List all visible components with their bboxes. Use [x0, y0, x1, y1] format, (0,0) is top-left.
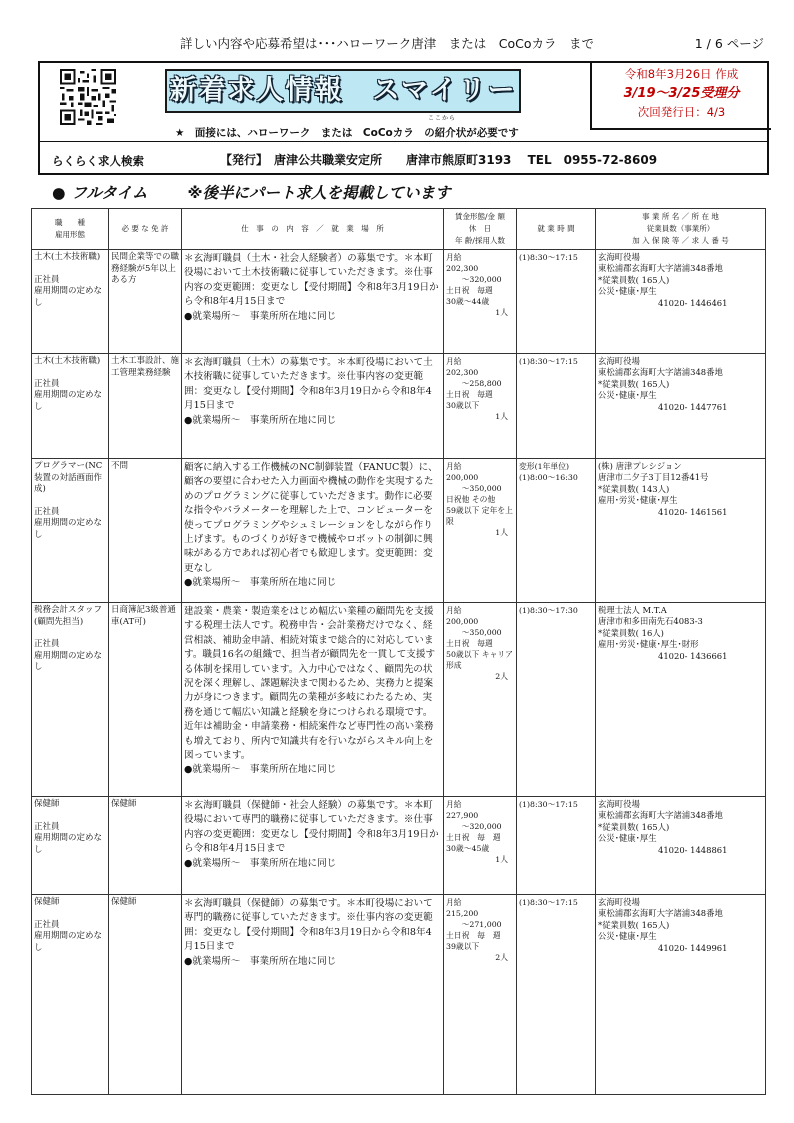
col-header-description: 仕 事 の 内 容 ／ 就 業 場 所	[182, 209, 444, 250]
license-cell	[109, 895, 182, 1095]
description-cell	[182, 459, 444, 603]
working-hours: (1)8:30～17:30	[519, 606, 578, 615]
table-row	[32, 895, 766, 1095]
table-row	[32, 354, 766, 459]
required-license: 日商簿記3級普通車(AT可)	[111, 605, 176, 627]
job-title-cell	[32, 895, 109, 1095]
holidays: 日祝他 その他	[446, 495, 496, 504]
age-requirement: 30歳～44歳	[446, 297, 490, 306]
qr-code[interactable]	[60, 69, 116, 125]
company-name: (株) 唐津プレシジョン	[598, 461, 682, 471]
col-header-hours: 就 業 時 間	[517, 209, 596, 250]
employee-count: *従業員数( 16人)	[598, 627, 664, 638]
rakuraku-job-search-label: らくらく求人検索	[52, 154, 144, 168]
job-description: ＊玄海町職員（土木）の募集です。＊本町役場において土木技術職に従事していただきます。※仕事内容の変更範囲：変更なし【受付期間】令和8年3月19日から令和8年4月15日まで	[184, 357, 433, 412]
work-location: ●就業場所～ 事業所所在地に同じ	[184, 310, 337, 322]
age-requirement: 59歳以下 定年を上限	[446, 506, 513, 526]
job-description: 顧客に納入する工作機械のNC制御装置（FANUC製）に、顧客の要望に合わせた入力画面や機械の動作を実現するためのプログラミングに従事していただきます。動作に必要な指令やパラメーターを理解した上で、コンピューターを使ってプログラミングやシュミレーションをしながら作り上げます。ものづくりが好きで機械やロボットの制御に興味がある方であれば初心者でも歓迎します。変更範囲：変更なし	[184, 462, 438, 574]
company-address: 東松浦郡玄海町大字諸浦348番地	[598, 263, 723, 274]
work-location: ●就業場所～ 事業所所在地に同じ	[184, 764, 337, 776]
employment-type: 正社員 雇用期間の定めなし	[34, 919, 103, 953]
job-number: 41020- 1461561	[658, 506, 728, 517]
job-description: 建設業・農業・製造業をはじめ幅広い業種の顧問先を支援する税理士法人です。税務申告・会計業務だけでなく、経営相談、補助金申請、相続対策まで総合的に対応しています。職員16名の組織で、担当者が顧問先を一貫して支援する体制を採用しています。入力中心ではなく、顧問先の状況を深く理解し、課題解決まで関わるため、実務力と提案力が身につきます。顧問先の業種が多岐にわたるため、実務を通じて幅広い知識と経験を身につけられる環境です。近年は補助金・申請業務・相続案件など専門性の高い業務も増えており、所内で知識共有を行いながらスキル向上を図っています。	[184, 606, 436, 762]
top-line	[0, 34, 794, 52]
job-description: ＊玄海町職員（保健師）の募集です。＊本町役場において専門的職務に従事していただきます。※仕事内容の変更範囲：変更なし【受付期間】令和8年3月19日から令和8年4月15日まで	[184, 898, 433, 953]
holidays: 土日祝 毎 週	[446, 833, 501, 842]
wage-cell	[444, 459, 517, 603]
hire-count: 1人	[495, 308, 508, 317]
section-note: ※後半にパート求人を掲載しています	[187, 184, 451, 202]
description-cell	[182, 797, 444, 895]
section-heading	[52, 181, 451, 203]
job-title: 税務会計スタッフ(顧問先担当)	[34, 605, 103, 627]
header-divider	[40, 141, 767, 142]
license-cell	[109, 250, 182, 354]
work-location: ●就業場所～ 事業所所在地に同じ	[184, 577, 337, 589]
table-row	[32, 459, 766, 603]
job-title-cell	[32, 603, 109, 797]
company-name: 玄海町役場	[598, 252, 640, 262]
wage-cell	[444, 354, 517, 459]
job-title-cell	[32, 250, 109, 354]
title-ruby: ここから	[428, 115, 457, 122]
next-issue-date: 次回発行日：4/3	[637, 105, 726, 119]
job-rows	[32, 250, 766, 1095]
wage-cell	[444, 797, 517, 895]
page-number: 1 / 6 ページ	[694, 36, 764, 51]
required-license: 不問	[111, 461, 129, 471]
working-hours: 変形(1年単位) (1)8:00～16:30	[519, 462, 578, 482]
col-header-license: 必 要 な 免 許	[109, 209, 182, 250]
job-number: 41020- 1447761	[658, 401, 728, 412]
job-title: プログラマー(NC装置の対話画面作成)	[34, 461, 103, 495]
employee-count: *従業員数( 165人)	[598, 821, 670, 832]
wage-range: 200,000 ～350,000	[446, 617, 502, 637]
holidays: 土日祝 毎週	[446, 286, 493, 295]
interview-notice: ★ 面接には、ハローワーク または CoCoカラ の紹介状が必要です	[175, 127, 519, 139]
job-title-cell	[32, 459, 109, 603]
working-hours: (1)8:30～17:15	[519, 357, 578, 366]
wage-cell	[444, 895, 517, 1095]
created-date: 令和8年3月26日 作成	[624, 67, 739, 81]
job-title-cell	[32, 354, 109, 459]
employee-count: *従業員数( 165人)	[598, 919, 670, 930]
license-cell	[109, 459, 182, 603]
job-number: 41020- 1449961	[658, 942, 728, 953]
hire-count: 2人	[495, 953, 508, 962]
description-cell	[182, 603, 444, 797]
wage-range: 227,900 ～320,000	[446, 811, 502, 831]
job-title: 保健師	[34, 897, 60, 907]
wage-type: 月給	[446, 462, 462, 471]
employment-type: 正社員 雇用期間の定めなし	[34, 821, 103, 855]
table-header-row	[32, 209, 766, 250]
hours-cell	[517, 250, 596, 354]
company-cell	[596, 895, 766, 1095]
working-hours: (1)8:30～17:15	[519, 898, 578, 907]
table-row	[32, 797, 766, 895]
required-license: 保健師	[111, 897, 137, 907]
required-license: 民間企業等での職務経験が5年以上ある方	[111, 252, 180, 286]
job-title: 土木(土木技術職)	[34, 356, 101, 366]
contact-guide: 詳しい内容や応募希望は･･･ハローワーク唐津 または CoCoカラ まで	[180, 36, 595, 51]
age-requirement: 30歳～45歳	[446, 844, 490, 853]
insurance: 雇用･労災･健康･厚生	[598, 495, 678, 506]
wage-range: 202,300 ～320,000	[446, 264, 502, 284]
company-cell	[596, 459, 766, 603]
working-hours: (1)8:30～17:15	[519, 253, 578, 262]
employee-count: *従業員数( 165人)	[598, 378, 670, 389]
job-number: 41020- 1446461	[658, 297, 728, 308]
wage-type: 月給	[446, 357, 462, 366]
description-cell	[182, 354, 444, 459]
holidays: 土日祝 毎 週	[446, 931, 501, 940]
required-license: 土木工事設計、施工管理業務経験	[111, 356, 180, 378]
description-cell	[182, 250, 444, 354]
company-name: 玄海町役場	[598, 897, 640, 907]
work-location: ●就業場所～ 事業所所在地に同じ	[184, 857, 337, 869]
working-hours: (1)8:30～17:15	[519, 800, 578, 809]
wage-range: 200,000 ～350,000	[446, 473, 502, 493]
license-cell	[109, 603, 182, 797]
wage-range: 215,200 ～271,000	[446, 909, 502, 929]
col-header-company: 事 業 所 名 ／ 所 在 地 従業員数（事業所） 加 入 保 険 等 ／ 求 人 番 号	[596, 209, 766, 250]
company-address: 唐津市和多田南先石4083-3	[598, 616, 703, 627]
job-number: 41020- 1436661	[658, 650, 728, 661]
license-cell	[109, 354, 182, 459]
company-address: 東松浦郡玄海町大字諸浦348番地	[598, 908, 723, 919]
insurance: 公災･健康･厚生	[598, 390, 657, 401]
col-header-job: 職 種 雇用形態	[32, 209, 109, 250]
wage-cell	[444, 250, 517, 354]
section-label: フルタイム	[71, 184, 148, 202]
wage-type: 月給	[446, 800, 462, 809]
section-bullet: ●	[52, 184, 66, 202]
hours-cell	[517, 797, 596, 895]
job-description: ＊玄海町職員（土木・社会人経験者）の募集です。＊本町役場において土木技術職に従事していただきます。※仕事内容の変更範囲：変更なし【受付期間】令和8年3月19日から令和8年4月15日まで	[184, 253, 439, 308]
job-description: ＊玄海町職員（保健師・社会人経験）の募集です。＊本町役場において専門的職務に従事していただきます。※仕事内容の変更範囲：変更なし【受付期間】令和8年3月19日から令和8年4月15日まで	[184, 800, 439, 855]
hours-cell	[517, 459, 596, 603]
job-title-cell	[32, 797, 109, 895]
holidays: 土日祝 毎週	[446, 639, 493, 648]
employment-type: 正社員 雇用期間の定めなし	[34, 378, 103, 412]
company-address: 唐津市二夕子3丁目12番41号	[598, 472, 709, 483]
col-header-wage: 賃金形態/金 額 休 日 年 齢/採用人数	[444, 209, 517, 250]
wage-cell	[444, 603, 517, 797]
employee-count: *従業員数( 165人)	[598, 274, 670, 285]
hours-cell	[517, 895, 596, 1095]
company-cell	[596, 603, 766, 797]
job-number: 41020- 1448861	[658, 844, 728, 855]
company-name: 税理士法人 M.T.A	[598, 605, 667, 615]
table-row	[32, 603, 766, 797]
work-location: ●就業場所～ 事業所所在地に同じ	[184, 414, 337, 426]
job-title: 保健師	[34, 799, 60, 809]
insurance: 公災･健康･厚生	[598, 833, 657, 844]
company-cell	[596, 354, 766, 459]
insurance: 公災･健康･厚生	[598, 286, 657, 297]
job-title: 土木(土木技術職)	[34, 252, 101, 262]
insurance: 公災･健康･厚生	[598, 931, 657, 942]
description-cell	[182, 895, 444, 1095]
job-table	[31, 208, 766, 1095]
title-banner	[165, 69, 521, 113]
issuer-line: 【発行】 唐津公共職業安定所 唐津市熊原町3193 TEL 0955-72-8609	[220, 153, 658, 167]
hire-count: 1人	[495, 412, 508, 421]
employment-type: 正社員 雇用期間の定めなし	[34, 639, 103, 673]
company-address: 東松浦郡玄海町大字諸浦348番地	[598, 367, 723, 378]
age-requirement: 30歳以下	[446, 401, 480, 410]
hours-cell	[517, 603, 596, 797]
company-address: 東松浦郡玄海町大字諸浦348番地	[598, 810, 723, 821]
employment-type: 正社員 雇用期間の定めなし	[34, 506, 103, 540]
wage-type: 月給	[446, 606, 462, 615]
company-name: 玄海町役場	[598, 799, 640, 809]
page-title: 新着求人情報 スマイリー	[169, 75, 517, 106]
company-cell	[596, 797, 766, 895]
hours-cell	[517, 354, 596, 459]
company-cell	[596, 250, 766, 354]
hire-count: 1人	[495, 855, 508, 864]
hire-count: 1人	[495, 528, 508, 537]
wage-range: 202,300 ～258,800	[446, 368, 502, 388]
wage-type: 月給	[446, 898, 462, 907]
holidays: 土日祝 毎週	[446, 390, 493, 399]
acceptance-period: 3/19～3/25受理分	[623, 86, 740, 101]
license-cell	[109, 797, 182, 895]
hire-count: 2人	[495, 672, 508, 681]
table-row	[32, 250, 766, 354]
employee-count: *従業員数( 143人)	[598, 483, 670, 494]
wage-type: 月給	[446, 253, 462, 262]
company-name: 玄海町役場	[598, 356, 640, 366]
age-requirement: 50歳以下 キャリア形成	[446, 650, 513, 670]
insurance: 雇用･労災･健康･厚生･財形	[598, 639, 699, 650]
work-location: ●就業場所～ 事業所所在地に同じ	[184, 955, 337, 967]
required-license: 保健師	[111, 799, 137, 809]
employment-type: 正社員 雇用期間の定めなし	[34, 274, 103, 308]
date-box	[590, 62, 771, 130]
header-box	[38, 61, 769, 175]
age-requirement: 39歳以下	[446, 942, 480, 951]
